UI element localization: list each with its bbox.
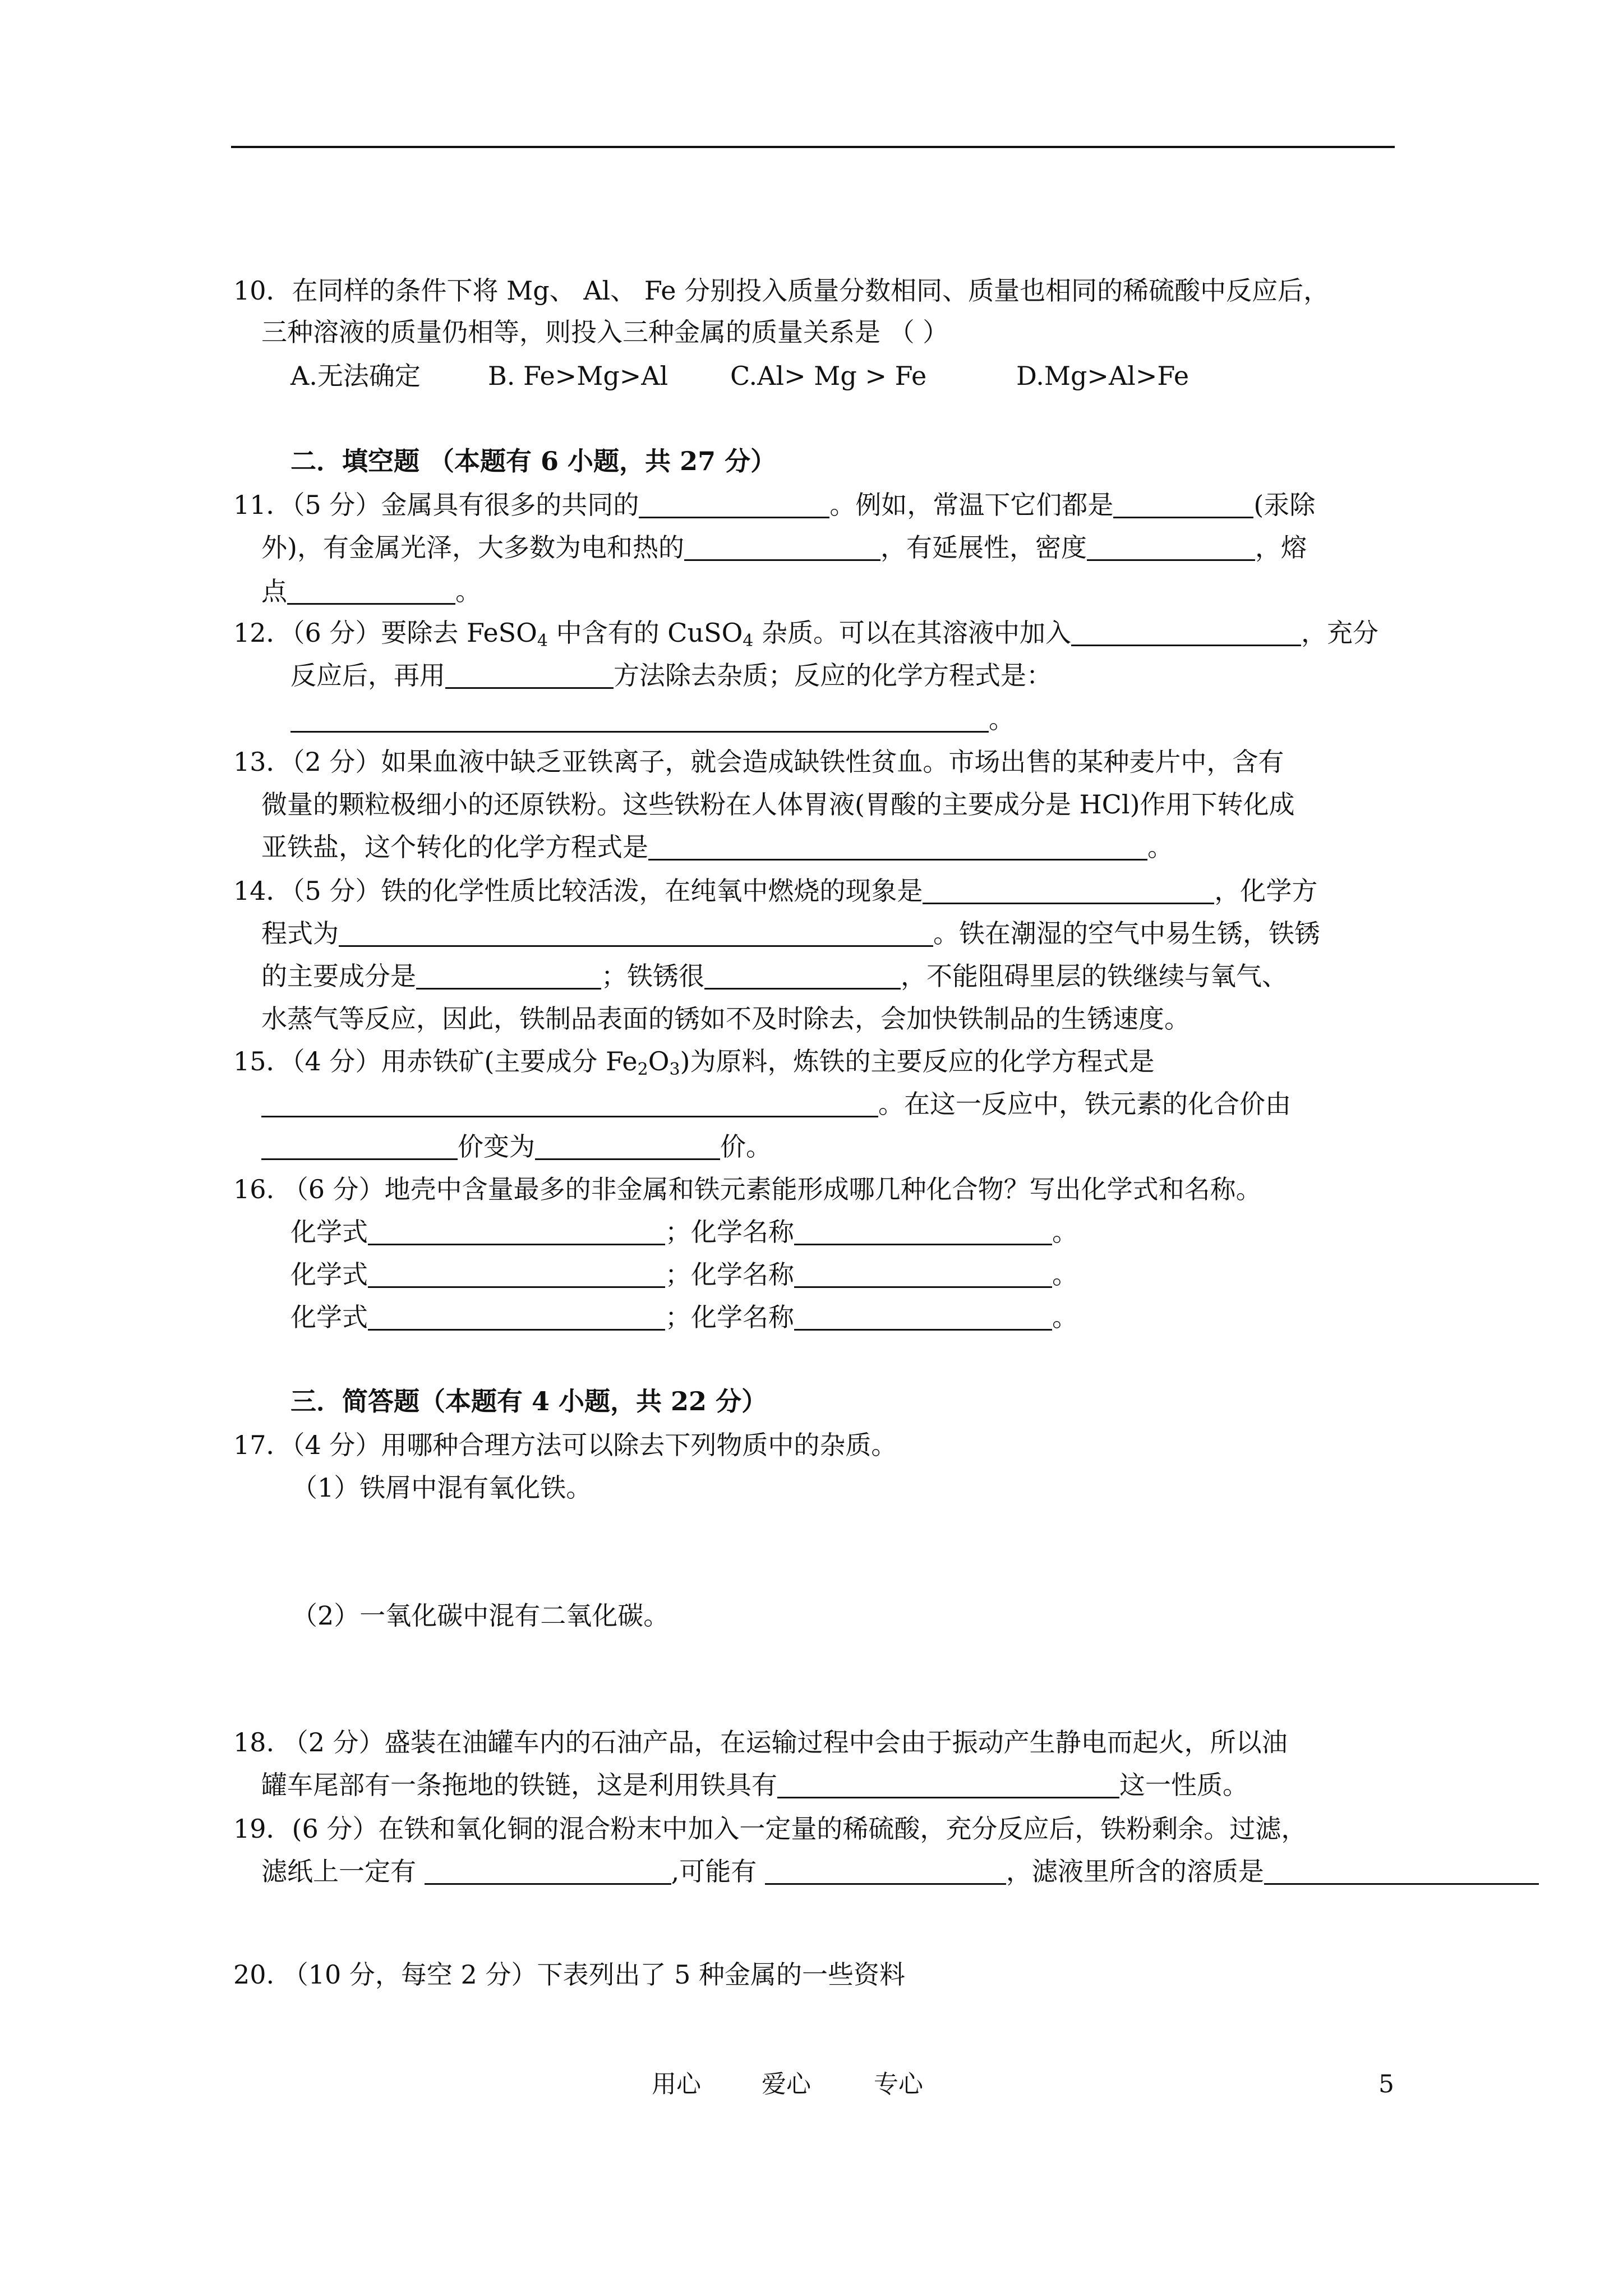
q16-name-blank-1[interactable] [794, 1219, 1052, 1245]
q15-text-c: )为原料，炼铁的主要反应的化学方程式是 [680, 1046, 1155, 1076]
q11-line2 [261, 531, 1307, 564]
q12-text-d: ，充分 [1301, 618, 1379, 648]
q16-name-label: ；化学名称 [665, 1217, 794, 1247]
q11-blank-1[interactable] [639, 492, 829, 518]
q11-text-f: ，熔 [1255, 532, 1307, 563]
q19-text-a: 滤纸上一定有 [261, 1856, 425, 1887]
q11-blank-2[interactable] [1113, 492, 1253, 518]
q16-row-1 [291, 1215, 1078, 1249]
q13-line1: 13．（2 分）如果血液中缺乏亚铁离子，就会造成缺铁性贫血。市场出售的某种麦片中，含有 [233, 747, 1284, 777]
q16-name-blank-3[interactable] [794, 1304, 1052, 1331]
q18-text-a: 罐车尾部有一条拖地的铁链，这是利用铁具有 [261, 1770, 777, 1800]
q12-blank-2[interactable] [445, 662, 614, 689]
q11-text-e: ，有延展性，密度 [880, 532, 1087, 563]
q11-text-h: 。 [455, 576, 481, 606]
q19-text-c: ，滤液里所含的溶质是 [1006, 1856, 1264, 1887]
q15-blank-2[interactable] [261, 1134, 458, 1160]
q12-blank-1[interactable] [1071, 620, 1301, 646]
q14-blank-2[interactable] [339, 921, 933, 947]
q15-line2 [261, 1087, 1291, 1121]
q16-end: 。 [1052, 1302, 1078, 1332]
q13-line3 [261, 830, 1173, 864]
page-number: 5 [1378, 2070, 1394, 2099]
q14-text-d: 。铁在潮湿的空气中易生锈，铁锈 [933, 918, 1320, 949]
q14-line3 [261, 959, 1288, 993]
q14-text-g: ，不能阻碍里层的铁继续与氧气、 [901, 961, 1288, 991]
q18-line1: 18. （2 分）盛装在油罐车内的石油产品，在运输过程中会由于振动产生静电而起火，所以油 [233, 1727, 1288, 1757]
q12-text-c: 杂质。可以在其溶液中加入 [753, 618, 1072, 648]
q14-text-f: ；铁锈很 [601, 961, 704, 991]
section-2-title: 二．填空题 （本题有 6 小题，共 27 分） [291, 446, 777, 476]
q12-blank-equation[interactable] [291, 706, 989, 733]
q14-line1 [233, 874, 1317, 908]
q12-sub-2: 4 [743, 631, 754, 651]
q15-text-f: 价。 [720, 1131, 772, 1162]
q16-row-2 [291, 1258, 1078, 1291]
q13-line2: 微量的颗粒极细小的还原铁粉。这些铁粉在人体胃液(胃酸的主要成分是 HCl)作用下转化成 [261, 789, 1295, 820]
q19-line1: 19．(6 分）在铁和氧化铜的混合粉末中加入一定量的稀硫酸，充分反应后，铁粉剩余。过滤， [233, 1814, 1307, 1844]
footer-word-3: 专心 [874, 2070, 923, 2099]
q15-text-d: 。在这一反应中，铁元素的化合价由 [878, 1089, 1291, 1119]
q13-blank-equation[interactable] [648, 834, 1147, 861]
q12-text-g: 。 [989, 704, 1015, 734]
q12-line2 [291, 659, 1052, 692]
q16-formula-blank-1[interactable] [368, 1219, 665, 1245]
q12-line1 [233, 616, 1378, 650]
q16-formula-label: 化学式 [291, 1302, 368, 1332]
q12-text-f: 方法除去杂质；反应的化学方程式是： [614, 660, 1052, 691]
q19-blank-3[interactable] [1264, 1858, 1539, 1885]
q15-blank-equation[interactable] [261, 1091, 878, 1117]
q12-text-e: 反应后，再用 [291, 660, 445, 691]
q16-formula-label: 化学式 [291, 1259, 368, 1290]
q11-blank-5[interactable] [287, 578, 455, 605]
q11-text-d: 外)，有金属光泽，大多数为电和热的 [261, 532, 684, 563]
footer-word-1: 用心 [652, 2070, 701, 2099]
q16-end: 。 [1052, 1217, 1078, 1247]
q11-line3 [261, 574, 481, 608]
q16-row-3 [291, 1300, 1078, 1334]
q15-blank-3[interactable] [535, 1134, 720, 1160]
q12-line3 [291, 702, 1015, 736]
q13-text-b: 。 [1147, 832, 1173, 862]
q16-name-label: ；化学名称 [665, 1259, 794, 1290]
q10-option-a: A.无法确定 [291, 361, 421, 391]
q14-blank-1[interactable] [923, 878, 1214, 904]
q16-formula-label: 化学式 [291, 1217, 368, 1247]
q11-text-c: (汞除 [1253, 490, 1316, 520]
q19-line2 [261, 1855, 1539, 1888]
q14-blank-3[interactable] [416, 963, 601, 990]
q19-blank-2[interactable] [765, 1858, 1006, 1885]
q19-blank-1[interactable] [425, 1858, 671, 1885]
q14-text-c: 程式为 [261, 918, 339, 949]
q15-sub-2: 3 [669, 1060, 680, 1079]
q11-text-g: 点 [261, 576, 287, 606]
q11-blank-4[interactable] [1087, 535, 1255, 561]
q14-line4: 水蒸气等反应，因此，铁制品表面的锈如不及时除去，会加快铁制品的生锈速度。 [261, 1004, 1190, 1034]
q17-line1: 17．（4 分）用哪种合理方法可以除去下列物质中的杂质。 [233, 1430, 897, 1460]
q14-line2 [261, 917, 1320, 950]
q16-end: 。 [1052, 1259, 1078, 1290]
q17-part-2: （2）一氧化碳中混有二氧化碳。 [292, 1600, 670, 1631]
q12-text-b: 中含有的 CuSO [548, 618, 743, 648]
q11-blank-3[interactable] [684, 535, 880, 561]
footer-word-2: 爱心 [762, 2070, 811, 2099]
q20-line1: 20. （10 分，每空 2 分）下表列出了 5 种金属的一些资料 [233, 1959, 905, 1990]
q14-text-b: ，化学方 [1214, 876, 1318, 906]
q14-text-e: 的主要成分是 [261, 961, 416, 991]
q11-line1 [233, 488, 1315, 522]
q10-option-d: D.Mg>Al>Fe [1016, 361, 1189, 391]
q11-text-b: 。例如，常温下它们都是 [829, 490, 1114, 520]
q16-formula-blank-2[interactable] [368, 1262, 665, 1288]
q15-line1 [233, 1045, 1154, 1078]
q17-part-1: （1）铁屑中混有氧化铁。 [292, 1473, 592, 1503]
q18-line2 [261, 1768, 1248, 1802]
q15-text-b: O [648, 1046, 670, 1076]
q10-option-c: C.Al> Mg > Fe [730, 361, 927, 391]
q15-line3 [261, 1130, 772, 1163]
q15-text-e: 价变为 [458, 1131, 535, 1162]
q16-formula-blank-3[interactable] [368, 1304, 665, 1331]
q10-line2: 三种溶液的质量仍相等，则投入三种金属的质量关系是 （ ） [261, 317, 949, 347]
q14-blank-4[interactable] [704, 963, 901, 990]
q12-sub-1: 4 [537, 631, 548, 651]
q11-text-a: 11．（5 分）金属具有很多的共同的 [233, 490, 639, 520]
q16-name-label: ；化学名称 [665, 1302, 794, 1332]
header-rule [231, 146, 1395, 148]
q16-line1: 16. （6 分）地壳中含量最多的非金属和铁元素能形成哪几种化合物？写出化学式和名称。 [233, 1174, 1262, 1204]
q14-text-a: 14．（5 分）铁的化学性质比较活泼，在纯氧中燃烧的现象是 [233, 876, 923, 906]
q10-line1: 10．在同样的条件下将 Mg、 Al、 Fe 分别投入质量分数相同、质量也相同的稀硫酸中反应后， [233, 275, 1330, 306]
q15-text-a: 15．（4 分）用赤铁矿(主要成分 Fe [233, 1046, 638, 1076]
q10-option-b: B. Fe>Mg>Al [488, 361, 668, 391]
q15-sub-1: 2 [637, 1060, 648, 1079]
q18-blank[interactable] [777, 1772, 1119, 1798]
q12-text-a: 12．（6 分）要除去 FeSO [233, 618, 537, 648]
q13-text-a: 亚铁盐，这个转化的化学方程式是 [261, 832, 648, 862]
section-3-title: 三．简答题（本题有 4 小题，共 22 分） [291, 1386, 768, 1416]
q18-text-b: 这一性质。 [1119, 1770, 1248, 1800]
q19-text-b: ,可能有 [671, 1856, 765, 1887]
q16-name-blank-2[interactable] [794, 1262, 1052, 1288]
